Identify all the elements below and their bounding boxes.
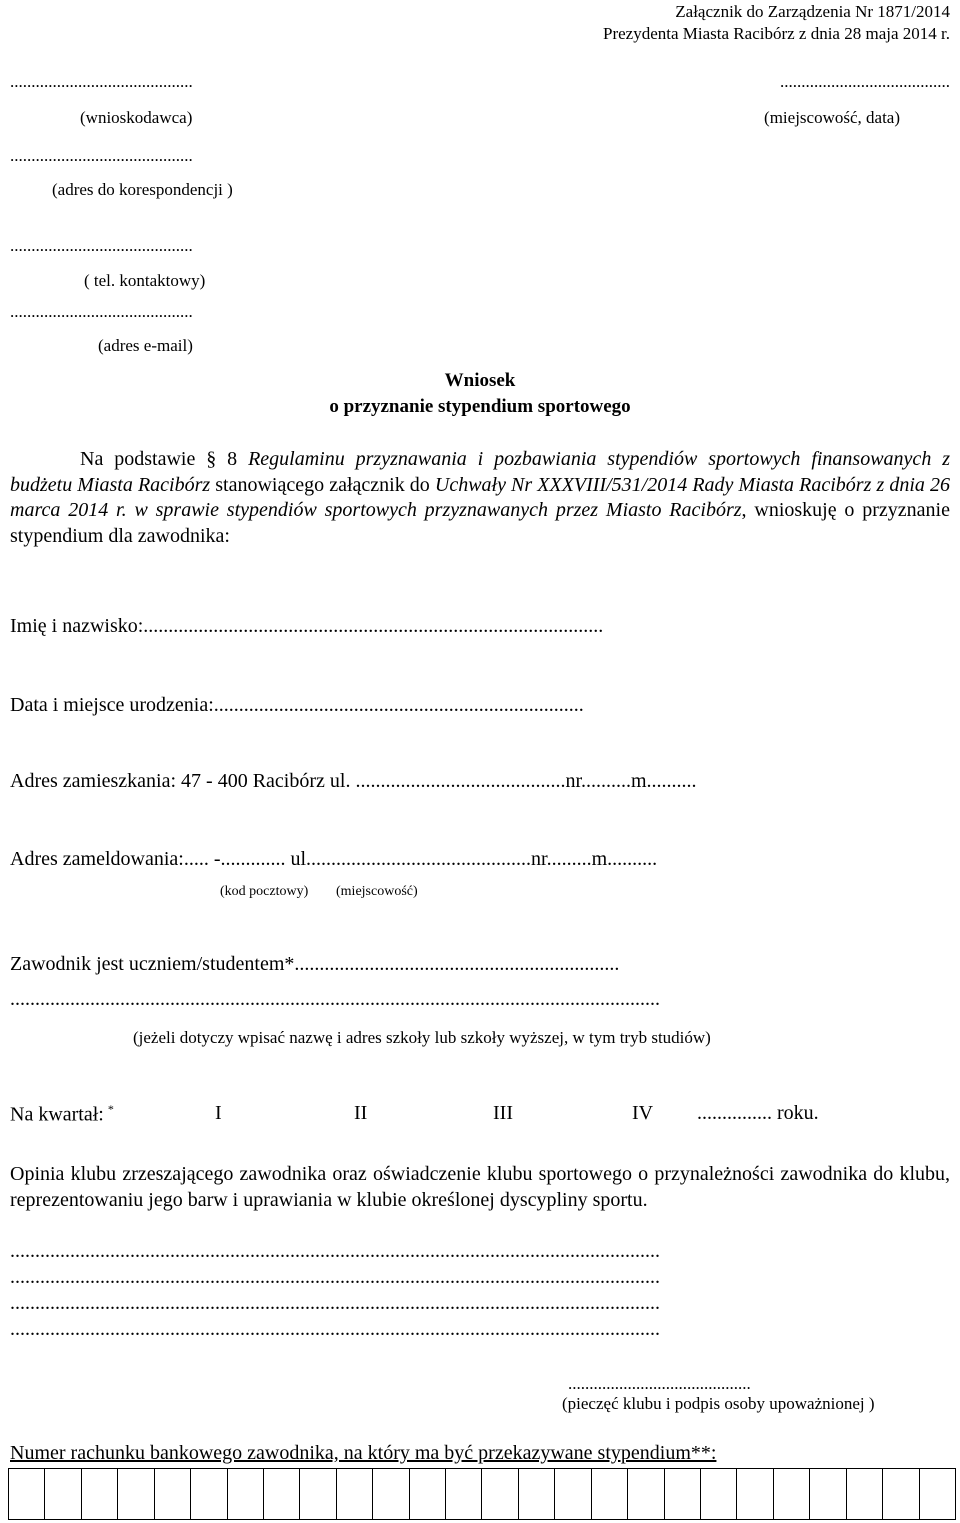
bank-digit-cell[interactable] xyxy=(155,1469,191,1519)
bank-digit-cell[interactable] xyxy=(810,1469,846,1519)
place-date-label: (miejscowość, data) xyxy=(764,108,900,127)
quarter-label: Na kwartał: * xyxy=(10,1102,114,1126)
quarter-option-1[interactable]: I xyxy=(215,1102,222,1124)
quarter-option-3[interactable]: III xyxy=(493,1102,513,1124)
year-field[interactable]: ............... roku. xyxy=(697,1102,819,1124)
address-label: (adres do korespondencji ) xyxy=(52,180,233,199)
bank-digit-cell[interactable] xyxy=(264,1469,300,1519)
place-date-dots: ........................................ xyxy=(780,72,950,91)
bank-digit-cell[interactable] xyxy=(847,1469,883,1519)
header-line-2: Prezydenta Miasta Racibórz z dnia 28 maja 2014 r. xyxy=(603,24,950,43)
residence-address-field[interactable]: Adres zamieszkania: 47 - 400 Racibórz ul. ..........................................nr..........m.......... xyxy=(10,770,697,792)
bank-digit-cell[interactable] xyxy=(118,1469,154,1519)
signature-dots: ........................................... xyxy=(568,1374,751,1393)
applicant-dots: ........................................... xyxy=(10,72,193,91)
name-field[interactable]: Imię i nazwisko:............................................................................................ xyxy=(10,615,604,637)
intro-paragraph: Na podstawie § 8 Regulaminu przyznawania i pozbawiania stypendiów sportowych finansowanych z budżetu Miasta Racibórz stanowiącego załącznik do Uchwały Nr XXXVIII/531/2014 Rady Miasta Racibórz z dnia 26 marca 2014 r. w sprawie stypendiów sportowych przyznawanych przez Miasto Racibórz, wnioskuję o przyznanie stypendium dla zawodnika: xyxy=(10,448,951,547)
opinion-line-2[interactable]: .................................................................................................................................. xyxy=(10,1266,660,1288)
bank-digit-cell[interactable] xyxy=(9,1469,45,1519)
opinion-line-3[interactable]: .................................................................................................................................. xyxy=(10,1292,660,1314)
email-label: (adres e-mail) xyxy=(98,336,193,355)
phone-dots: ........................................... xyxy=(10,236,193,255)
postal-code-hint: (kod pocztowy) xyxy=(220,884,309,899)
bank-digit-cell[interactable] xyxy=(191,1469,227,1519)
birth-field[interactable]: Data i miejsce urodzenia:.......................................................................... xyxy=(10,694,584,716)
phone-label: ( tel. kontaktowy) xyxy=(84,271,206,290)
applicant-label: (wnioskodawca) xyxy=(80,108,193,127)
bank-account-grid[interactable] xyxy=(8,1468,956,1520)
signature-label: (pieczęć klubu i podpis osoby upoważnionej ) xyxy=(562,1394,875,1413)
bank-digit-cell[interactable] xyxy=(665,1469,701,1519)
bank-digit-cell[interactable] xyxy=(482,1469,518,1519)
quarter-star: * xyxy=(107,1102,114,1116)
quarter-option-4[interactable]: IV xyxy=(632,1102,654,1124)
bank-digit-cell[interactable] xyxy=(701,1469,737,1519)
form-subtitle: o przyznanie stypendium sportowego xyxy=(329,396,631,417)
bank-digit-cell[interactable] xyxy=(228,1469,264,1519)
bank-digit-cell[interactable] xyxy=(592,1469,628,1519)
address-dots: ........................................... xyxy=(10,146,193,165)
form-title: Wniosek xyxy=(444,370,516,391)
bank-digit-cell[interactable] xyxy=(555,1469,591,1519)
bank-digit-cell[interactable] xyxy=(82,1469,118,1519)
student-field-continued[interactable]: .................................................................................................................................. xyxy=(10,988,660,1010)
bank-digit-cell[interactable] xyxy=(774,1469,810,1519)
opinion-line-4[interactable]: .................................................................................................................................. xyxy=(10,1318,660,1340)
bank-digit-cell[interactable] xyxy=(337,1469,373,1519)
bank-digit-cell[interactable] xyxy=(628,1469,664,1519)
bank-digit-cell[interactable] xyxy=(45,1469,81,1519)
bank-digit-cell[interactable] xyxy=(300,1469,336,1519)
opinion-line-1[interactable]: .................................................................................................................................. xyxy=(10,1240,660,1262)
email-dots: ........................................... xyxy=(10,302,193,321)
bank-digit-cell[interactable] xyxy=(883,1469,919,1519)
bank-digit-cell[interactable] xyxy=(446,1469,482,1519)
bank-digit-cell[interactable] xyxy=(519,1469,555,1519)
club-opinion-text: Opinia klubu zrzeszającego zawodnika oraz oświadczenie klubu sportowego o przynależności zawodnika do klubu, reprezentowaniu jego barw i uprawiania w klubie określonej dyscypliny sportu. xyxy=(10,1163,950,1211)
quarter-option-2[interactable]: II xyxy=(354,1102,368,1124)
school-hint: (jeżeli dotyczy wpisać nazwę i adres szkoły lub szkoły wyższej, w tym tryb studiów) xyxy=(133,1028,711,1047)
header-line-1: Załącznik do Zarządzenia Nr 1871/2014 xyxy=(675,2,950,21)
bank-digit-cell[interactable] xyxy=(410,1469,446,1519)
bank-digit-cell[interactable] xyxy=(920,1469,955,1519)
student-field[interactable]: Zawodnik jest uczniem/studentem*................................................................. xyxy=(10,953,620,975)
bank-digit-cell[interactable] xyxy=(373,1469,409,1519)
city-hint: (miejscowość) xyxy=(336,884,418,899)
bank-digit-cell[interactable] xyxy=(737,1469,773,1519)
registered-address-field[interactable]: Adres zameldowania:..... -............. ul.............................................nr.........m.......... xyxy=(10,848,658,870)
bank-account-label: Numer rachunku bankowego zawodnika, na który ma być przekazywane stypendium**: xyxy=(10,1442,717,1464)
section-sign: § xyxy=(206,448,217,470)
